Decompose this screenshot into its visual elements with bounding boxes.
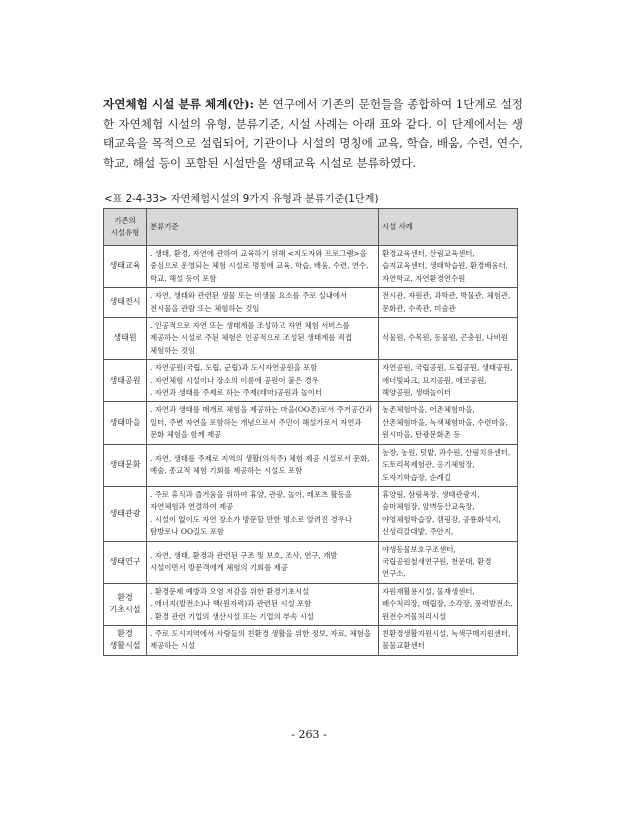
row-examples: 전시관, 자원관, 과학관, 박물관, 체험관, 문화관, 수족관, 미술관 (379, 288, 518, 318)
table-row (104, 402, 518, 444)
row-criteria: . 주로 휴식과 즐거움을 위하여 휴양, 관광, 놀이, 레포츠 활동을 자연체험과 연결하여 제공 . 시설이 없이도 자연 장소가 방문할 만한 명소로 알려진 경우나 탐방로나 OO길도 포함 (147, 486, 379, 541)
page-number: - 263 - (291, 728, 327, 741)
table-row (104, 444, 518, 486)
intro-lead: 자연체험 시설 분류 체계(안): (103, 97, 254, 111)
row-type: 생태전시 (104, 288, 147, 318)
header-criteria: 분류기준 (147, 209, 379, 246)
row-type: 생태원 (104, 318, 147, 360)
row-examples: 식물원, 수목원, 동물원, 곤충원, 나비원 (379, 318, 518, 360)
intro-body: 본 연구에서 기존의 문헌들을 종합하여 1단계로 설정한 자연체험 시설의 유형, 분류기준, 시설 사례는 아래 표와 같다. 이 단계에서는 생태교육을 목적으로 설립되어, 기관이나 시설의 명칭에 교육, 학습, 배움, 수련, 연수, 학교, 해설 등이 포함된 시설만을 생태교육 시설로 분류하였다. (103, 97, 523, 171)
row-type: 생태연구 (104, 541, 147, 583)
row-criteria: . 자연, 생태를 주제로 지역의 생활(의식주) 체험 제공 시설로서 문화, 예술, 종교적 체험 기회를 제공하는 시설도 포함 (147, 444, 379, 486)
table-row (104, 625, 518, 655)
row-criteria: . 생태, 환경, 자연에 관하여 교육하기 위해 <지도자와 프로그램>을 중심으로 운영되는 체험 시설로 명칭에 교육, 학습, 배움, 수련, 연수, 학교, 해설 등이 포함 (147, 246, 379, 288)
table-row (104, 318, 518, 360)
header-examples: 시설 사례 (379, 209, 518, 246)
row-criteria: . 자연공원(국립, 도립, 군립)과 도시자연공원을 포함 . 자연체험 시설이나 장소의 이름에 공원이 붙은 경우 . 자연과 생태를 주제로 하는 주제(테마)공원과 놀이터 (147, 360, 379, 402)
row-examples: 자원재활용시설, 물재생센터, 폐수처리장, 매립장, 소각장, 풍력발전소, 원전수거물처리시설 (379, 583, 518, 625)
row-type: 환경 생활시설 (104, 625, 147, 655)
row-examples: 농장, 농원, 텃밭, 과수원, 산림치유센터, 도토리목제험관, 옹기체험장, 도자기학습장, 순례길 (379, 444, 518, 486)
row-type: 생태공원 (104, 360, 147, 402)
row-criteria: . 자연과 생태를 매개로 체험을 제공하는 마을(OO촌)로서 주거공간과 일터, 주변 자연을 포함하는 개념으로서 주민이 해설가로서 자연과 문화 체험을 함께 제공 (147, 402, 379, 444)
row-type: 생태관광 (104, 486, 147, 541)
table-row (104, 541, 518, 583)
table-row (104, 583, 518, 625)
row-criteria: . 자연, 생태, 환경과 관련된 구조 및 보호, 조사, 연구, 개발 시설이면서 방문객에게 체험의 기회를 제공 (147, 541, 379, 583)
row-examples: 농촌체험마을, 어촌체험마을, 산촌체험마을, 녹색체험마을, 수련마을, 원시마을, 탄광문화촌 등 (379, 402, 518, 444)
table-body (104, 246, 518, 656)
row-criteria: . 인공적으로 자연 또는 생태계를 조성하고 자연 체험 서비스를 제공하는 시설로 주된 체험은 인공적으로 조성된 생태계를 직접 체험하는 것임 (147, 318, 379, 360)
row-type: 생태문화 (104, 444, 147, 486)
row-type: 생태마을 (104, 402, 147, 444)
row-criteria: . 자연, 생태와 관련된 생물 또는 비생물 요소를 주로 실내에서 전시물을 관람 또는 체험하는 것임 (147, 288, 379, 318)
table-row (104, 360, 518, 402)
table-header-row (104, 209, 518, 246)
row-type: 생태교육 (104, 246, 147, 288)
row-examples: 야생동물보호구조센터, 국립공원철새연구원, 천문대, 환경 연구소, (379, 541, 518, 583)
table-row (104, 486, 518, 541)
table-row (104, 288, 518, 318)
intro-paragraph (103, 95, 523, 174)
row-examples: 환경교육센터, 산림교육센터, 습지교육센터, 생태학습원, 환경배움터, 자연학교, 자연환경연수원 (379, 246, 518, 288)
row-criteria: . 환경문제 예방과 오염 저감을 위한 환경기초시설 . 에너지(발전소)나 핵(원자력)과 관련된 시설 포함 . 환경 관련 기업의 생산시설 또는 기업의 부속 시설 (147, 583, 379, 625)
row-criteria: . 주로 도시지역에서 사람들의 친환경 생활을 위한 정보, 자료, 체험을 제공하는 시설 (147, 625, 379, 655)
row-type: 환경 기초시설 (104, 583, 147, 625)
row-examples: 자연공원, 국립공원, 도립공원, 생태공원, 에너빛파크, 묘지공원, 에코공원, 해양공원, 생태놀이터 (379, 360, 518, 402)
row-examples: 휴양림, 삼림욕장, 생태관광지, 숲마체험장, 암벽등산교육장, 야영체험학습장, 캠핑장, 공룡화석지, 신성리갈대밭, 주안지, (379, 486, 518, 541)
table-row (104, 246, 518, 288)
header-type: 기존의 시설유형 (104, 209, 147, 246)
row-examples: 친환경생활지원시설, 녹색구매지원센터, 물물교환센터 (379, 625, 518, 655)
table-caption: <표 2-4-33> 자연체험시설의 9가지 유형과 분류기준(1단계) (104, 194, 379, 205)
classification-table (103, 208, 518, 656)
